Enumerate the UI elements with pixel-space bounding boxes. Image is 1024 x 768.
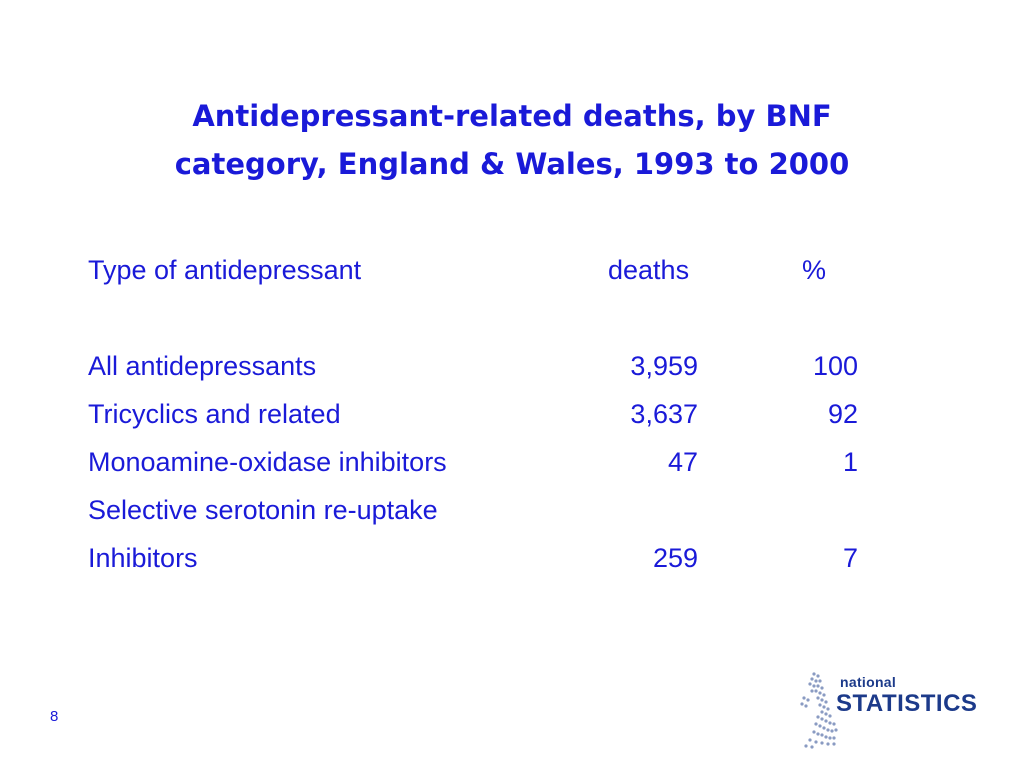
header-percent: % [802,255,827,285]
row-deaths: 3,959 [630,351,698,381]
row-type: Tricyclics and related [88,399,341,429]
header-type: Type of antidepressant [88,255,362,285]
page-number: 8 [50,708,59,725]
row-type: Monoamine-oxidase inhibitors [88,447,447,477]
row-type: All antidepressants [88,351,317,381]
slide-title [0,92,1024,188]
logo-word-national: national [840,674,897,690]
table-row [88,438,888,486]
row-deaths: 3,637 [630,399,698,429]
table-row [88,534,888,582]
table-spacer [88,294,888,342]
deaths-table [88,246,888,582]
national-statistics-logo [796,668,986,754]
table-row [88,390,888,438]
table-row [88,486,888,534]
slide-title-line1: Antidepressant-related deaths, by BNF [192,99,832,133]
row-percent: 7 [842,543,858,573]
row-type: Inhibitors [88,543,198,573]
table-header-row [88,246,888,294]
row-percent: 92 [827,399,858,429]
row-type: Selective serotonin re-uptake [88,495,438,525]
row-deaths: 259 [652,543,698,573]
row-deaths: 47 [667,447,698,477]
row-percent: 1 [842,447,858,477]
table-row [88,342,888,390]
logo-word-statistics: STATISTICS [836,690,978,717]
row-percent: 100 [812,351,858,381]
slide-title-line2: category, England & Wales, 1993 to 2000 [174,147,850,181]
header-deaths: deaths [608,255,690,285]
